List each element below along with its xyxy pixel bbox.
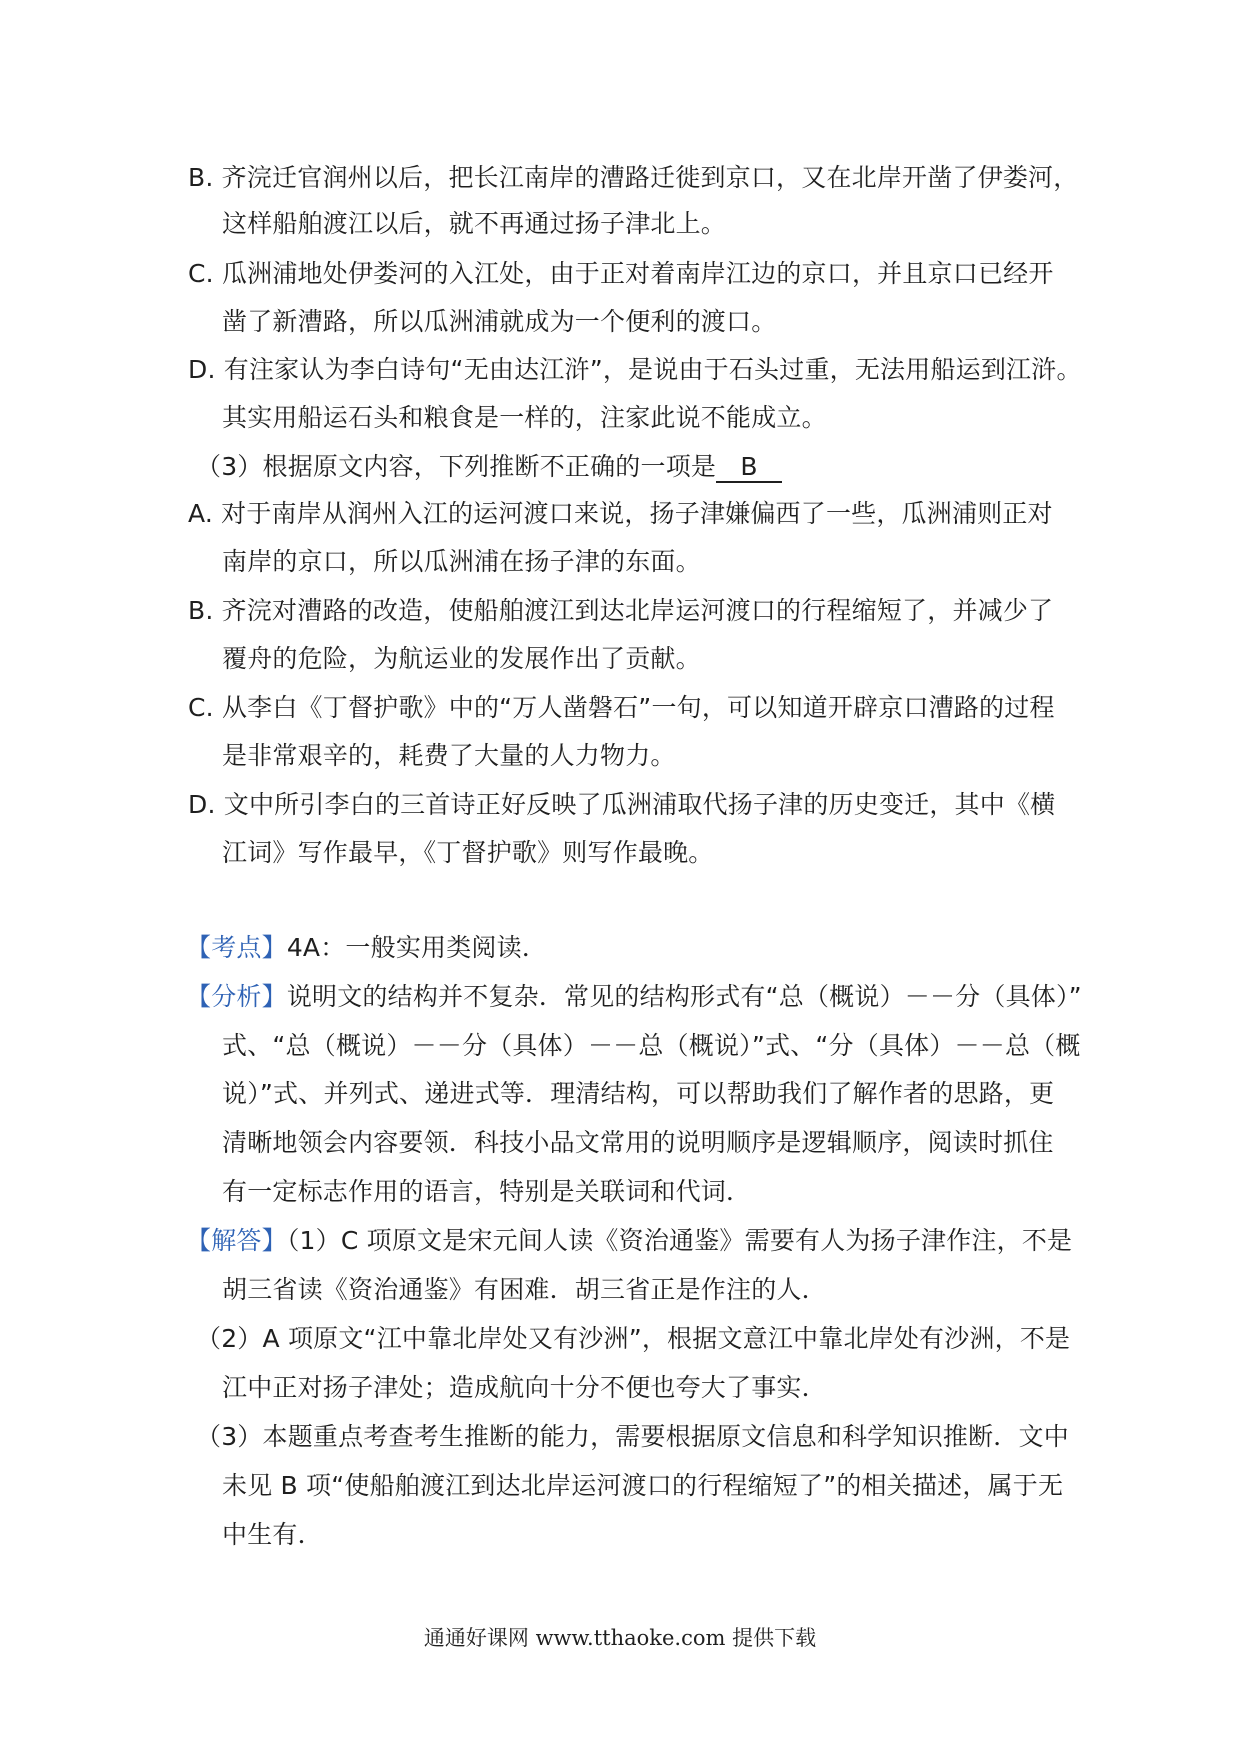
q2-option-d-line1: D. 有注家认为李白诗句“无由达江浒”，是说由于石头过重，无法用船运到江浒。 — [188, 355, 1082, 384]
q2-option-c-line2: 凿了新漕路，所以瓜洲浦就成为一个便利的渡口。 — [222, 307, 777, 336]
q3-stem — [196, 450, 782, 484]
q3-option-c-line2: 是非常艰辛的，耗费了大量的人力物力。 — [222, 741, 676, 770]
q3-option-a-line2: 南岸的京口，所以瓜洲浦在扬子津的东面。 — [222, 547, 701, 576]
kaodian-text: 4A：一般实用类阅读． — [286, 933, 548, 962]
fenxi-label: 【分析】 — [186, 982, 287, 1011]
q2-option-b-line2: 这样船舶渡江以后，就不再通过扬子津北上。 — [222, 209, 727, 238]
jieda-label: 【解答】 — [186, 1226, 287, 1255]
q3-option-c-line1: C. 从李白《丁督护歌》中的“万人凿磐石”一句，可以知道开辟京口漕路的过程 — [188, 693, 1055, 722]
q3-option-d-line2: 江词》写作最早，《丁督护歌》则写作最晚。 — [222, 838, 714, 867]
q2-option-b-line1: B. 齐浣迁官润州以后，把长江南岸的漕路迁徙到京口，又在北岸开凿了伊娄河， — [188, 163, 1079, 192]
jieda-p3-line3: 中生有． — [222, 1520, 323, 1549]
q2-option-c-line1: C. 瓜洲浦地处伊娄河的入江处，由于正对着南岸江边的京口，并且京口已经开 — [188, 259, 1054, 288]
jieda-p3-line1: （3）本题重点考查考生推断的能力，需要根据原文信息和科学知识推断．文中 — [196, 1422, 1069, 1451]
jieda-p1-line2: 胡三省读《资治通鉴》有困难．胡三省正是作注的人． — [222, 1275, 827, 1304]
kaodian-label: 【考点】 — [186, 933, 287, 962]
q2-option-d-line2: 其实用船运石头和粮食是一样的，注家此说不能成立。 — [222, 403, 827, 432]
q3-answer-blank: B — [716, 453, 782, 483]
kaodian-section — [186, 931, 547, 965]
q3-stem-text: （3）根据原文内容，下列推断不正确的一项是 — [196, 452, 717, 481]
jieda-p1-line1: （1）C 项原文是宋元间人读《资治通鉴》需要有人为扬子津作注，不是 — [286, 1226, 1073, 1255]
fenxi-line5: 有一定标志作用的语言，特别是关联词和代词． — [222, 1177, 752, 1206]
q3-option-d-line1: D. 文中所引李白的三首诗正好反映了瓜洲浦取代扬子津的历史变迁，其中《横 — [188, 790, 1056, 819]
q3-option-b-line1: B. 齐浣对漕路的改造，使船舶渡江到达北岸运河渡口的行程缩短了，并减少了 — [188, 596, 1054, 625]
fenxi-section — [186, 980, 1082, 1014]
page-footer: 通通好课网 www.tthaoke.com 提供下载 — [423, 1626, 817, 1650]
jieda-p3-line2: 未见 B 项“使船舶渡江到达北岸运河渡口的行程缩短了”的相关描述，属于无 — [222, 1471, 1064, 1500]
fenxi-line4: 清晰地领会内容要领．科技小品文常用的说明顺序是逻辑顺序，阅读时抓住 — [222, 1128, 1054, 1157]
jieda-p2-line1: （2）A 项原文“江中靠北岸处又有沙洲”，根据文意江中靠北岸处有沙洲，不是 — [196, 1324, 1071, 1353]
q3-option-b-line2: 覆舟的危险，为航运业的发展作出了贡献。 — [222, 644, 701, 673]
fenxi-line3: 说）”式、并列式、递进式等．理清结构，可以帮助我们了解作者的思路，更 — [222, 1079, 1055, 1108]
jieda-p2-line2: 江中正对扬子津处；造成航向十分不便也夸大了事实． — [222, 1373, 827, 1402]
q3-option-a-line1: A. 对于南岸从润州入江的运河渡口来说，扬子津嫌偏西了一些，瓜洲浦则正对 — [188, 499, 1053, 528]
jieda-section — [186, 1224, 1072, 1258]
fenxi-line1: 说明文的结构并不复杂．常见的结构形式有“总（概说）－－分（具体）” — [286, 982, 1082, 1011]
fenxi-line2: 式、“总（概说）－－分（具体）－－总（概说）”式、“分（具体）－－总（概 — [222, 1031, 1081, 1060]
